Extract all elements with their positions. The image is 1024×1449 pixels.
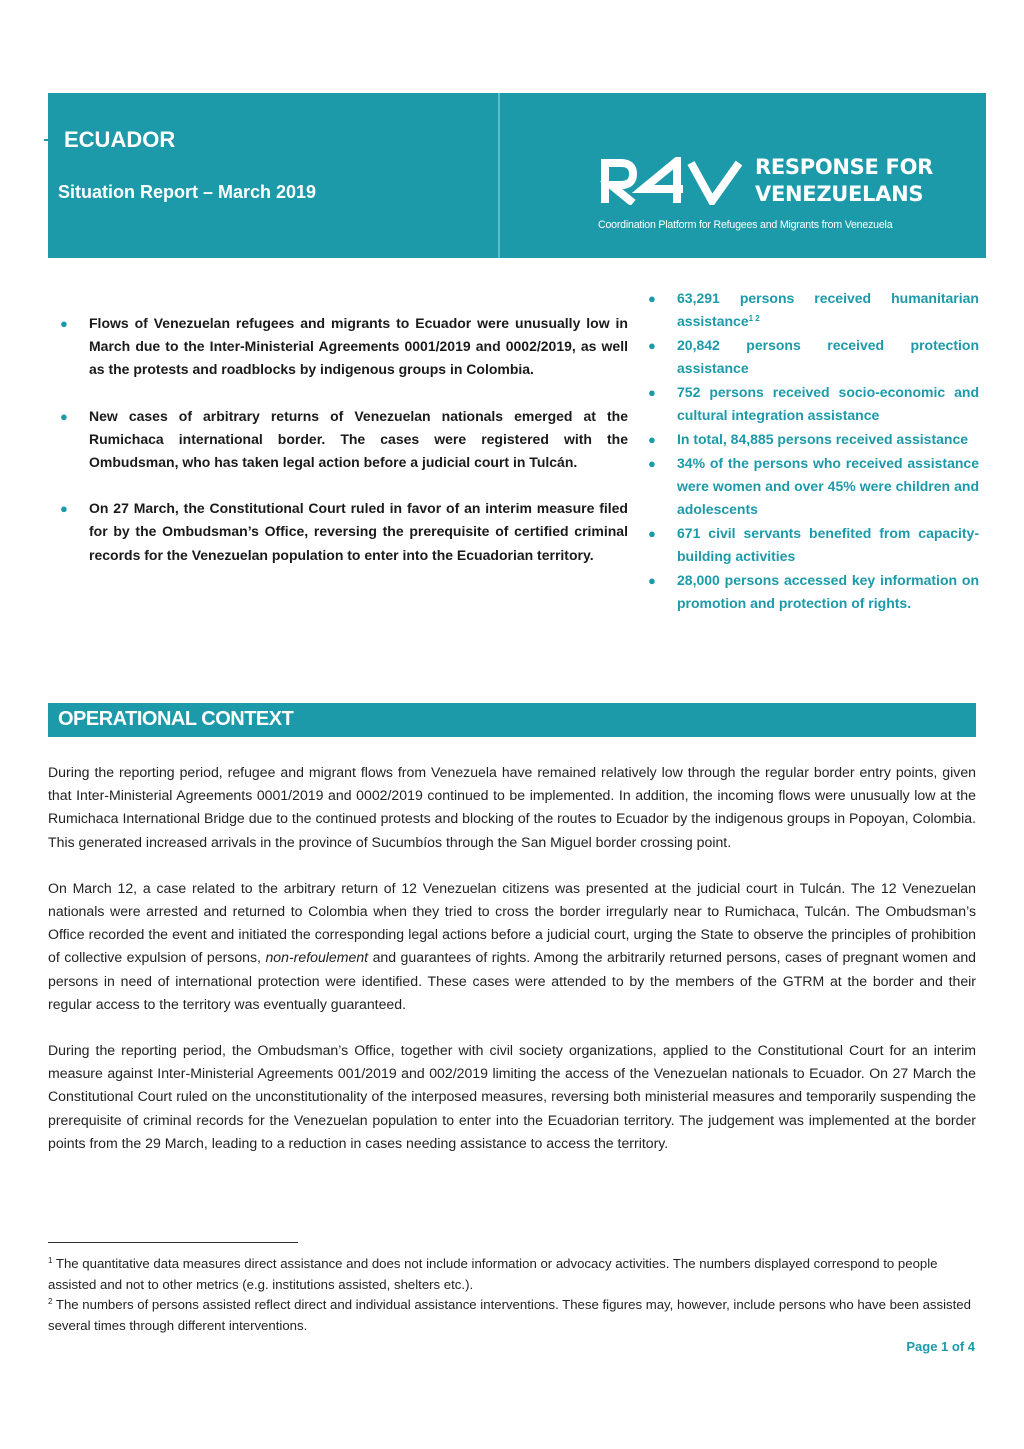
bullet-icon: ● (60, 316, 68, 331)
bullet-icon: ● (648, 432, 656, 447)
bullet-icon: ● (60, 501, 68, 517)
logo-wordmark-line1: RESPONSE FOR (755, 155, 934, 179)
bullet-icon: ● (648, 385, 656, 400)
bullet-icon: ● (648, 456, 656, 471)
footnote-marker: 2 (48, 1297, 53, 1307)
footnote-ref[interactable]: 1 2 (748, 314, 760, 323)
key-figure-item: ● 671 civil servants benefited from capacity-building activities (648, 522, 979, 568)
key-figure-item: ● 34% of the persons who received assistance were women and over 45% were children and adolescents (648, 452, 979, 521)
paragraph: During the reporting period, refugee and migrant flows from Venezuela have remained relatively low through the regular border entry points, given that Inter-Ministerial Agreements 0001/2019 and 0002/2019 continued to be implemented. In addition, the incoming flows were unusually low at the Rumichaca International Bridge due to the continued protests and blocking of the routes to Ecuador by the indigenous groups in Popoyan, Colombia. This generated increased arrivals in the province of Sucumbíos through the San Miguel border crossing point. (48, 764, 976, 850)
footnote: $^2$ The numbers of persons assisted reflect direct and individual assistance interventions. These figures may, however, include persons who have been assisted several times through different interventions. (48, 1297, 971, 1333)
highlights-list (60, 312, 628, 590)
country-title: ECUADOR (64, 127, 176, 152)
key-figure-item: ● In total, 84,885 persons received assistance (648, 428, 979, 451)
bullet-icon: ● (648, 291, 656, 306)
header-banner (48, 93, 986, 258)
operational-context-body (48, 761, 976, 1178)
bullet-icon: ● (648, 526, 656, 541)
logo-wordmark-line2: VENEZUELANS (755, 182, 924, 206)
section-heading-bar (48, 703, 976, 737)
key-figure-item: ● 20,842 persons received protection assistance (648, 334, 979, 380)
logo-tagline: Coordination Platform for Refugees and Migrants from Venezuela (598, 219, 893, 231)
key-figure-item: ● 752 persons received socio-economic and cultural integration assistance (648, 381, 979, 427)
italic-term: non-refoulement (265, 949, 369, 966)
footnote-marker: 1 (48, 1256, 53, 1265)
footnotes (48, 1254, 976, 1336)
key-figure-item: ● 28,000 persons accessed key information on promotion and protection of rights. (648, 569, 979, 615)
key-figure-item: ● 63,291 persons received humanitarian assistance$^{1 2}$ (648, 287, 979, 333)
key-figures-list (648, 287, 979, 616)
bullet-icon: ● (648, 573, 656, 588)
highlight-item: ● New cases of arbitrary returns of Venezuelan nationals emerged at the Rumichaca international border. The cases were registered with the Ombudsman, who has taken legal action before a judicial court in Tulcán. (60, 405, 628, 475)
paragraph: During the reporting period, the Ombudsman’s Office, together with civil society organizations, applied to the Constitutional Court for an interim measure against Inter-Ministerial Agreements 001/2019 and 002/2019 limiting the access of the Venezuelan nationals to Ecuador. On 27 March the Constitutional Court ruled on the unconstitutionality of the interposed measures, reversing both ministerial measures and temporarily suspending the prerequisite of criminal records for the Venezuelan population to enter into the Ecuadorian territory. The judgement was implemented at the border points from the 29 March, leading to a reduction in cases needing assistance to access the territory. (48, 1042, 976, 1151)
footnote-divider (48, 1242, 298, 1243)
page-number: Page 1 of 4 (906, 1339, 975, 1354)
bullet-icon: ● (648, 338, 656, 353)
r4v-logo (599, 157, 744, 205)
section-heading: OPERATIONAL CONTEXT (58, 708, 294, 730)
report-title: Situation Report – March 2019 (58, 182, 317, 202)
highlight-item: ● Flows of Venezuelan refugees and migrants to Ecuador were unusually low in March due to the Inter-Ministerial Agreements 0001/2019 and 0002/2019, as well as the protests and roadblocks by indigenous groups in Colombia. (60, 312, 628, 382)
highlight-item: ● On 27 March, the Constitutional Court ruled in favor of an interim measure filed for by the Ombudsman’s Office, reversing the prerequisite of certified criminal records for the Venezuelan population to enter into the Ecuadorian territory. (60, 497, 628, 567)
logo-wordmark (755, 154, 933, 208)
paragraph: On March 12, a case related to the arbitrary return of 12 Venezuelan citizens was presented at the judicial court in Tulcán. The 12 Venezuelan nationals were arrested and returned to Colombia when they tried to cross the border irregularly near to Rumichaca, Tulcán. The Ombudsman’s Office recorded the event and initiated the corresponding legal actions before a judicial court, urging the State to observe the principles of prohibition of collective expulsion of persons, non-refoulement and guarantees of rights. Among the arbitrarily returned persons, cases of pregnant women and persons in need of international protection were identified. These cases were attended to by the members of the GTRM at the border and their regular access to the territory was eventually guaranteed. (48, 879, 977, 1012)
footnote: $^1$ The quantitative data measures direct assistance and does not include information or advocacy activities. The numbers displayed correspond to people assisted and not to other metrics (e.g. institutions assisted, shelters etc.). (48, 1256, 938, 1292)
bullet-icon: ● (60, 408, 68, 424)
banner-divider (498, 93, 500, 258)
